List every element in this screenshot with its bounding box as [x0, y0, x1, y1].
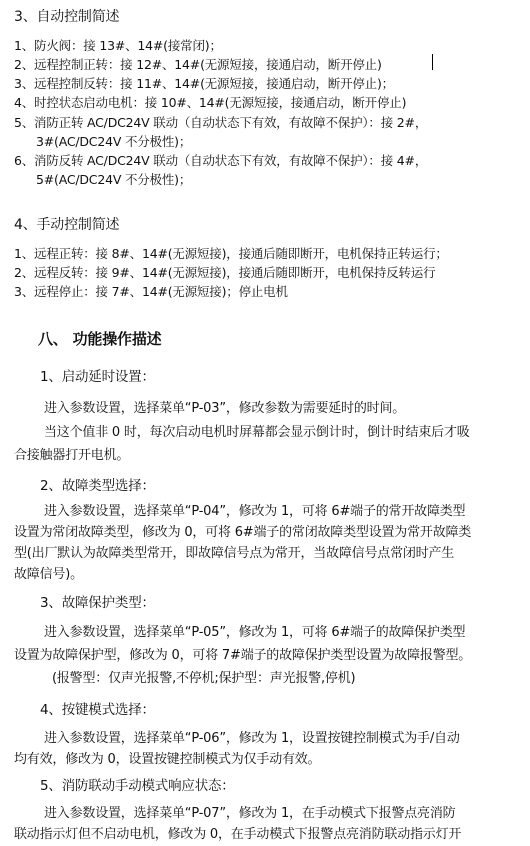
auto-item-5-cont: 3#(AC/DC24V 不分极性)；: [36, 134, 192, 149]
subsection-5-line-1: 进入参数设置，选择菜单“P-07”，修改为 1，在手动模式下报警点亮消防: [44, 806, 456, 821]
auto-item-4: 4、时控状态启动电机：接 10#、14#(无源短接，接通启动，断开停止): [14, 95, 407, 110]
auto-item-5: 5、消防正转 AC/DC24V 联动（自动状态下有效，有故障不保护）：接 2#，: [14, 115, 428, 130]
subsection-1-title: 1、启动延时设置：: [40, 369, 155, 385]
text-cursor: [432, 54, 433, 70]
subsection-2-line-1: 进入参数设置，选择菜单“P-04”，修改为 1，可将 6#端子的常开故障类型: [44, 504, 466, 519]
subsection-5-line-2: 联动指示灯但不启动电机，修改为 0，在手动模式下报警点亮消防联动指示灯开: [14, 827, 462, 842]
auto-item-3: 3、远程控制反转：接 11#、14#(无源短接，接通启动，断开停止)；: [14, 76, 394, 91]
auto-item-6: 6、消防反转 AC/DC24V 联动（自动状态下有效，有故障不保护）：接 4#，: [14, 153, 428, 168]
subsection-3-note: (报警型：仅声光报警,不停机;保护型：声光报警,停机): [52, 671, 356, 686]
subsection-3-line-2: 设置为故障保护型，修改为 0，可将 7#端子的故障保护类型设置为故障报警型。: [14, 648, 472, 663]
subsection-2-line-3: 型(出厂默认为故障类型常开，即故障信号点为常开，当故障信号点常闭时产生: [14, 546, 455, 561]
subsection-1-line-2: 当这个值非 0 时，每次启动电机时屏幕都会显示倒计时，倒计时结束后才吸: [44, 425, 470, 440]
subsection-2-line-2: 设置为常闭故障类型，修改为 0，可将 6#端子的常闭故障类型设置为常开故障类: [14, 525, 472, 540]
manual-item-2: 2、远程反转：接 9#、14#(无源短接)，接通后随即断开，电机保持反转运行: [14, 265, 436, 280]
auto-item-1: 1、防火阀：接 13#、14#(接常闭)；: [14, 38, 222, 53]
section-4-heading: 4、手动控制简述: [14, 217, 120, 233]
subsection-2-title: 2、故障类型选择：: [40, 478, 155, 494]
subsection-1-line-1: 进入参数设置，选择菜单“P-03”，修改参数为需要延时的时间。: [44, 401, 406, 416]
subsection-4-line-2: 均有效，修改为 0，设置按键控制模式为仅手动有效。: [14, 752, 321, 767]
subsection-5-title: 5、消防联动手动模式响应状态：: [40, 778, 235, 794]
auto-item-6-cont: 5#(AC/DC24V 不分极性)；: [36, 172, 192, 187]
subsection-3-line-1: 进入参数设置，选择菜单“P-05”，修改为 1，可将 6#端子的故障保护类型: [44, 625, 466, 640]
manual-item-3: 3、远程停止：接 7#、14#(无源短接)；停止电机: [14, 284, 288, 299]
subsection-4-line-1: 进入参数设置，选择菜单“P-06”，修改为 1，设置按键控制模式为手/自动: [44, 731, 460, 746]
subsection-3-title: 3、故障保护类型：: [40, 595, 155, 611]
subsection-4-title: 4、按键模式选择：: [40, 702, 155, 718]
auto-item-2: 2、远程控制正转：接 12#、14#(无源短接，接通启动，断开停止): [14, 57, 382, 72]
section-3-heading: 3、自动控制简述: [14, 9, 120, 25]
subsection-1-line-3: 合接触器打开电机。: [14, 448, 130, 463]
manual-item-1: 1、远程正转：接 8#、14#(无源短接)，接通后随即断开，电机保持正转运行；: [14, 246, 448, 261]
subsection-2-line-4: 故障信号)。: [14, 567, 83, 582]
section-8-heading: 八、 功能操作描述: [38, 330, 162, 348]
